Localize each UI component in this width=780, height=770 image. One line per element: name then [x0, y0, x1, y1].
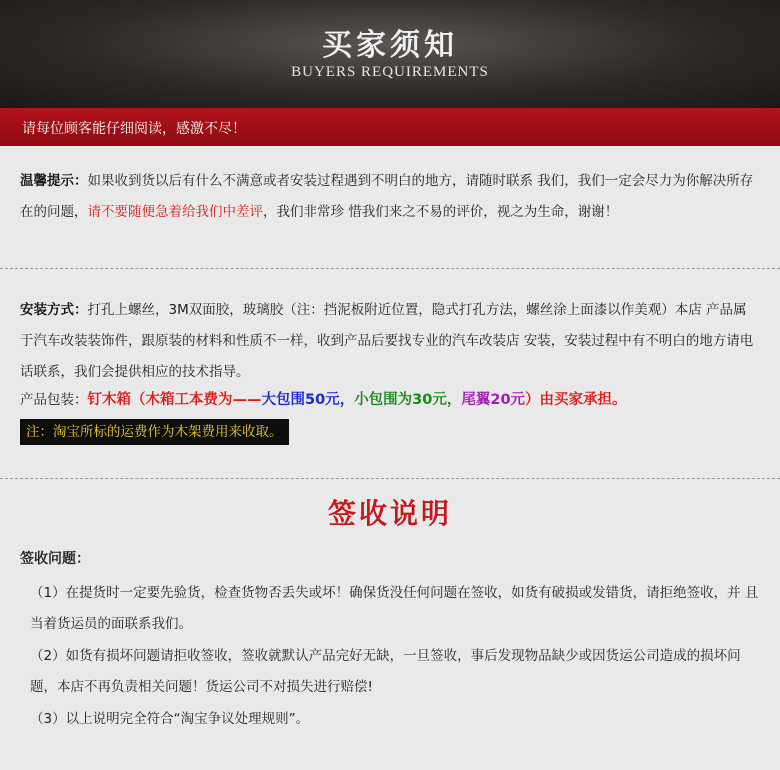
- tips-text-red: 请不要随便急着给我们中差评: [87, 204, 263, 220]
- package-part-3: ，: [339, 392, 355, 408]
- package-part-2: 大包围50元: [261, 392, 340, 408]
- page-header: [0, 0, 780, 108]
- note-line: [20, 417, 760, 448]
- install-label: 安装方式：: [20, 302, 88, 318]
- package-part-5: ，: [446, 392, 462, 408]
- freight-note: 注：淘宝所标的运费作为木架费用来收取。: [20, 419, 289, 445]
- list-item: （1）在提货时一定要先验货，检查货物否丢失或坏！确保货没任何问题在签收，如货有破损或发错货，请拒绝签收，并 且当着货运员的面联系我们。: [30, 585, 759, 632]
- list-item: （2）如货有损坏问题请拒收签收，签收就默认产品完好无缺，一旦签收，事后发现物品缺少或因货运公司造成的损坏问题，本店不再负责相关问题！货运公司不对损失进行赔偿!: [30, 648, 741, 695]
- tips-text-1: 如果收到货以后有什么不满意或者安装过程遇到不明白的地方，请随时联系 我们，我们一定会尽力为你解决所存在的问题，: [20, 173, 754, 220]
- package-part-4: 小包围为30元: [354, 392, 447, 408]
- list-item: （3）以上说明完全符合“淘宝争议处理规则”。: [30, 711, 310, 727]
- tips-text-2: ，我们非常珍 惜我们来之不易的评价，视之为生命，谢谢！: [263, 204, 619, 220]
- signing-list: [30, 578, 760, 736]
- install-section: [20, 295, 760, 388]
- package-part-6: 尾翼20元: [461, 392, 526, 408]
- page-title: 买家须知: [322, 28, 458, 63]
- page-subtitle: BUYERS REQUIREMENTS: [291, 64, 489, 80]
- divider: [0, 268, 780, 269]
- install-text: 打孔上螺丝，3M双面胶，玻璃胶（注：挡泥板附近位置，隐式打孔方法，螺丝涂上面漆以作美观）本店 产品属于汽车改装装饰件，跟原装的材料和性质不一样，收到产品后要找专业的汽车改装店 安装，安装过程中有不明白的地方请电话联系，我们会提供相应的技术指导。: [20, 302, 754, 380]
- divider: [0, 478, 780, 479]
- package-line: [20, 385, 760, 416]
- notice-banner-text: 请每位顾客能仔细阅读，感激不尽！: [22, 121, 246, 137]
- tips-label: 温馨提示：: [20, 173, 88, 189]
- signing-heading: 签收问题：: [20, 551, 90, 567]
- section-title: 签收说明: [327, 497, 452, 530]
- package-part-7: ）由买家承担。: [525, 392, 627, 408]
- notice-banner: [0, 108, 780, 146]
- tips-section: [20, 166, 760, 228]
- package-label: 产品包装：: [20, 392, 88, 408]
- package-part-1: 钉木箱（木箱工本费为——: [87, 392, 262, 408]
